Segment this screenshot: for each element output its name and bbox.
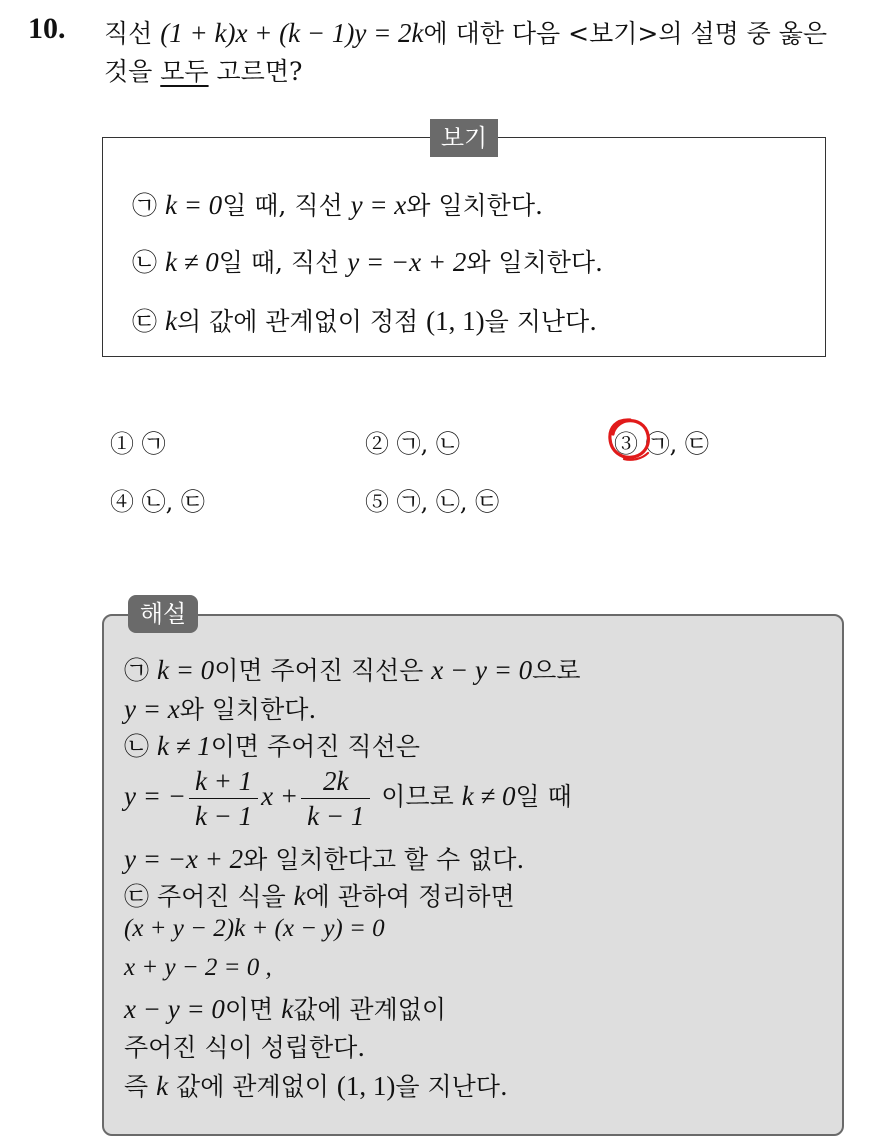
text: 에 관하여 정리하면 [305,882,515,911]
fraction-numerator: k + 1 [189,764,258,799]
solution-tab: 해설 [128,595,198,633]
condition: k [164,306,177,336]
question-suffix: 에 대한 다음 <보기>의 설명 중 옳은 [423,19,828,48]
math: x − y = 0 [431,655,533,685]
item-text: 일 때, 직선 [222,191,343,220]
math: k [281,994,294,1024]
bogi-tab: 보기 [430,119,498,157]
choice-text: ㉠, ㉡ [396,430,460,458]
text: 이면 [224,995,274,1024]
math: k = 0 [156,655,215,685]
question-text-line2 [104,52,302,88]
math: x + [261,781,299,811]
mark-digeut: ㉢ [132,307,158,336]
question-number: 10. [28,12,66,45]
fraction-2 [301,764,370,833]
fraction-denominator: k − 1 [194,801,253,831]
bogi-item-3 [132,302,597,338]
math: k ≠ 1 [156,731,211,761]
question-word-end: 고르면? [216,57,303,86]
choice-4[interactable] [110,482,205,517]
question-word: 것을 [104,57,153,86]
condition: k ≠ 0 [164,247,219,277]
choice-text: ㉠, ㉡, ㉢ [396,488,500,516]
choice-number: ④ [110,488,134,516]
choice-1[interactable] [110,424,166,459]
solution-line-1 [124,651,580,687]
text: 이므로 [381,782,454,811]
choice-text: ㉡, ㉢ [141,488,205,516]
text: 값에 관계없이 [176,1072,329,1101]
math: k ≠ 0 [461,781,516,811]
mark-digeut: ㉢ [124,882,150,911]
line-equation: (1 + k)x + (k − 1)y = 2k [160,18,424,48]
text: 이면 주어진 직선은 [214,656,424,685]
solution-line-11 [124,1067,508,1103]
choice-number: ⑤ [365,488,389,516]
mark-giyeok: ㉠ [132,191,158,220]
condition: k = 0 [164,190,223,220]
text: 을 지난다. [395,1072,508,1101]
mark-giyeok: ㉠ [124,656,150,685]
text: 와 일치한다. [179,695,317,724]
fraction-denominator: k − 1 [307,801,365,831]
bogi-item-1 [132,186,543,222]
math: (1, 1) [336,1071,396,1101]
solution-line-7: (x + y − 2)k + (x − y) = 0 [124,915,385,942]
choice-text: ㉠ [141,430,166,458]
choice-5[interactable] [365,482,499,517]
choice-number: ③ [614,430,638,458]
text: 일 때 [515,782,572,811]
item-text: 의 값에 관계없이 정점 [176,307,419,336]
text: 값에 관계없이 [293,995,447,1024]
math: y = − [124,781,186,811]
math: k [293,881,306,911]
choice-number: ① [110,430,134,458]
solution-line-2 [124,690,316,726]
solution-line-3 [124,727,420,763]
question-prefix: 직선 [104,19,153,48]
choice-text: ㉠, ㉢ [645,430,709,458]
math: k [156,1071,169,1101]
question-text-line1 [104,14,827,50]
text: 으로 [532,656,581,685]
item-end: 와 일치한다. [406,191,543,220]
math: y = −x + 2 [124,844,244,874]
text: 즉 [124,1072,149,1101]
item-end: 을 지난다. [484,307,598,336]
bogi-item-2 [132,243,603,279]
choice-number: ② [365,430,389,458]
solution-line-4 [124,764,572,833]
solution-line-5 [124,840,524,876]
equation: y = x [350,190,407,220]
underlined-word: 모두 [160,57,209,86]
mark-nieun: ㉡ [132,248,158,277]
text: 주어진 식을 [156,882,286,911]
equation: y = −x + 2 [347,247,467,277]
solution-line-10: 주어진 식이 성립한다. [124,1033,366,1062]
fraction-numerator: 2k [301,764,370,799]
math: x − y = 0 [124,994,225,1024]
solution-line-6 [124,877,515,913]
text: 이면 주어진 직선은 [210,732,420,761]
fraction-1 [189,764,258,833]
point: (1, 1) [426,306,485,336]
math: y = x [124,694,180,724]
item-end: 와 일치한다. [466,248,603,277]
solution-line-9 [124,990,446,1026]
mark-nieun: ㉡ [124,732,150,761]
solution-line-8: x + y − 2 = 0 , [124,954,272,981]
red-circle-mark-icon [604,414,656,464]
text: 와 일치한다고 할 수 없다. [243,845,525,874]
item-text: 일 때, 직선 [218,248,340,277]
choice-2[interactable] [365,424,460,459]
